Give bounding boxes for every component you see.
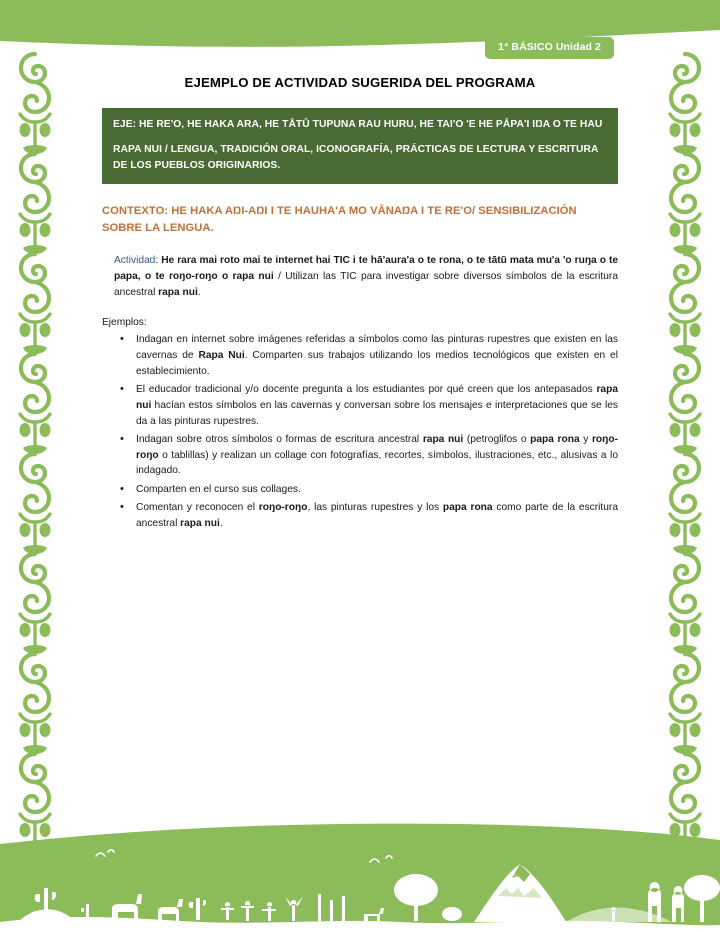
document-content <box>102 74 618 534</box>
emphasis-term: papa rona <box>530 433 580 445</box>
eje-line-2: RAPA NUI / LENGUA, TRADICIÓN ORAL, ICONOGRAFÍA, PRÁCTICAS DE LECTURA Y ESCRITURA DE LOS PUEBLOS ORIGINARIOS. <box>113 144 599 172</box>
emphasis-term: roŋo-roŋo <box>258 502 308 514</box>
body-text: o tablillas) y realizan un collage con fotografías, recortes, símbolos, ilustraciones, etc., alusivas a lo indagado. <box>136 449 618 477</box>
body-text: hacían estos símbolos en las cavernas y conversan sobre los mensajes e interpretaciones que se les da a las pinturas rupestres. <box>136 399 618 427</box>
list-item <box>136 482 618 498</box>
emphasis-term: papa rona <box>442 502 493 514</box>
actividad-label: Actividad <box>114 254 156 266</box>
ejemplos-list <box>102 332 618 532</box>
body-text: El educador tradicional y/o docente pregunta a los estudiantes por qué creen que los antepasados <box>136 383 597 395</box>
body-text: como parte de la escritura ancestral <box>136 502 618 529</box>
body-text: (petroglifos o <box>463 433 531 445</box>
body-text: . Comparten sus trabajos utilizando los medios tecnológicos que existen en el establecimiento. <box>136 349 618 377</box>
eje-line-1: EJE: HE RE'O, HE HAKA ARA, HE TĀTŪ TUPUNA RAU HURU, HE TAI'O 'E HE PĀPA'I IŊA O TE HAU <box>113 119 603 131</box>
body-text: Comentan y reconocen el <box>136 502 259 514</box>
list-item <box>136 432 618 479</box>
body-text: Indagan en internet sobre imágenes referidas a símbolos como las pinturas rupestres que existen en las cavernas de <box>136 333 618 361</box>
bottom-landscape-decoration <box>0 822 720 932</box>
list-item <box>136 382 618 429</box>
emphasis-term: roŋo-roŋo <box>136 433 618 461</box>
emphasis-term: rapa nui <box>422 433 464 445</box>
actividad-paragraph <box>114 253 618 301</box>
emphasis-term: rapa nui <box>180 517 220 529</box>
list-item <box>136 500 618 532</box>
actividad-spanish-post: . <box>197 286 201 298</box>
actividad-separator: : <box>155 254 162 266</box>
body-text: Comparten en el curso sus collages. <box>136 483 301 495</box>
eje-box <box>102 108 618 184</box>
actividad-slash: / <box>273 270 286 282</box>
body-text: y <box>579 433 592 445</box>
ejemplos-label: Ejemplos: <box>102 316 147 328</box>
page-title: EJEMPLO DE ACTIVIDAD SUGERIDA DEL PROGRAMA <box>184 75 536 90</box>
right-ornament-border <box>664 52 706 852</box>
unit-badge: 1° BÁSICO Unidad 2 <box>485 37 614 59</box>
body-text: , las pinturas rupestres y los <box>307 502 443 514</box>
actividad-spanish-pre: Utilizan las TIC para investigar sobre diversos símbolos de la escritura ancestral <box>114 270 618 298</box>
body-text: Indagan sobre otros símbolos o formas de escritura ancestral <box>136 433 423 445</box>
emphasis-term: Rapa Nui <box>198 349 245 361</box>
contexto-heading: CONTEXTO: HE HAKA AŊI-AŊI I TE HAUHA'A MO VĀNAŊA I TE RE'O/ SENSIBILIZACIÓN SOBRE LA LENGUA. <box>102 205 577 234</box>
actividad-spanish-bold: rapa nui <box>158 286 198 298</box>
body-text: . <box>219 517 223 529</box>
emphasis-term: rapa nui <box>136 383 618 411</box>
left-ornament-border <box>14 52 56 852</box>
list-item <box>136 332 618 379</box>
actividad-rapanui-text: He rara mai roto mai te internet hai TIC i te hā'aura'a o te rona, o te tātū mata mu'a 'o ruŋa o te papa, o te roŋo-roŋo o rapa nui <box>114 254 618 282</box>
